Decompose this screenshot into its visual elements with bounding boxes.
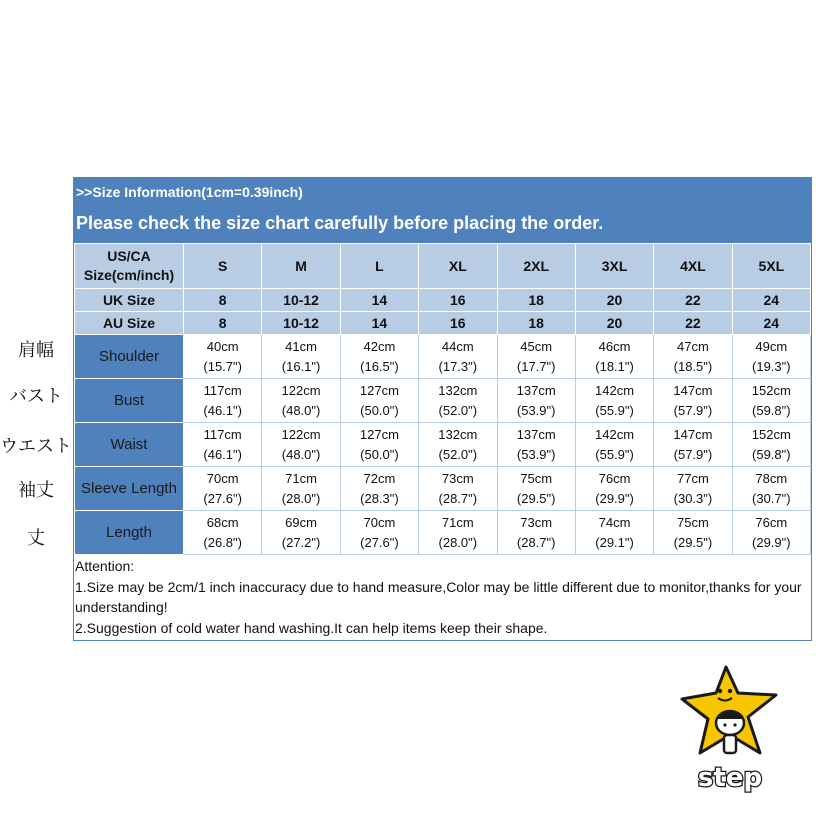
measurement-cell xyxy=(184,379,262,423)
measurement-cell xyxy=(497,423,575,467)
inch-value: (27.6") xyxy=(203,490,242,506)
measurement-label: Shoulder xyxy=(75,335,184,379)
measurement-cell xyxy=(262,423,340,467)
side-label-bust: バスト xyxy=(9,386,63,407)
inch-value: (27.2") xyxy=(281,534,321,550)
cm-value: 71cm xyxy=(285,470,317,486)
cm-value: 132cm xyxy=(438,382,478,398)
inch-value: (55.9") xyxy=(595,402,634,418)
side-label-sleeve-length: 袖丈 xyxy=(18,480,54,501)
us-size-cell-2: L xyxy=(340,244,418,289)
step-logo-text: step xyxy=(697,763,763,793)
au-size-cell-0: 8 xyxy=(184,312,262,335)
size-info-title: >>Size Information(1cm=0.39inch) xyxy=(76,184,303,200)
inch-value: (59.8") xyxy=(752,402,791,418)
inch-value: (29.5") xyxy=(516,490,556,506)
cm-value: 122cm xyxy=(281,426,321,442)
measurement-cell xyxy=(654,379,732,423)
cm-value: 78cm xyxy=(755,470,788,486)
au-size-cell-7: 24 xyxy=(732,312,810,335)
measurement-label: Length xyxy=(75,511,184,555)
cm-value: 137cm xyxy=(516,382,556,398)
cm-value: 40cm xyxy=(206,338,239,354)
measurement-cell xyxy=(497,335,575,379)
size-table xyxy=(74,243,811,555)
inch-value: (18.5") xyxy=(673,358,713,374)
us-size-label xyxy=(75,244,184,289)
step-star-logo xyxy=(680,665,780,795)
inch-value: (57.9") xyxy=(673,402,713,418)
us-size-cell-6: 4XL xyxy=(654,244,732,289)
cm-value: 42cm xyxy=(363,338,396,354)
measurement-cell xyxy=(262,467,340,511)
measurement-cell xyxy=(419,379,497,423)
au-size-cell-1: 10-12 xyxy=(262,312,340,335)
uk-size-cell-5: 20 xyxy=(575,289,653,312)
uk-size-cell-7: 24 xyxy=(732,289,810,312)
us-size-cell-7: 5XL xyxy=(732,244,810,289)
measurement-cell xyxy=(419,423,497,467)
us-size-cell-5: 3XL xyxy=(575,244,653,289)
cm-value: 137cm xyxy=(516,426,556,442)
measurement-cell xyxy=(262,379,340,423)
inch-value: (16.1") xyxy=(281,358,321,374)
uk-size-cell-2: 14 xyxy=(340,289,418,312)
measurement-cell xyxy=(654,423,732,467)
measurement-cell xyxy=(497,467,575,511)
inch-value: (16.5") xyxy=(360,358,399,374)
cm-value: 47cm xyxy=(677,338,709,354)
measurement-cell xyxy=(575,467,653,511)
cm-value: 117cm xyxy=(203,382,242,398)
measurement-cell xyxy=(654,511,732,555)
measurement-cell xyxy=(262,511,340,555)
cm-value: 70cm xyxy=(206,470,239,486)
cm-value: 147cm xyxy=(673,382,713,398)
measurement-label: Waist xyxy=(75,423,184,467)
measurement-cell xyxy=(732,511,810,555)
cm-value: 76cm xyxy=(598,470,631,486)
measurement-cell xyxy=(575,379,653,423)
measurement-cell xyxy=(732,423,810,467)
inch-value: (30.3") xyxy=(673,490,713,506)
inch-value: (57.9") xyxy=(673,446,713,462)
measurement-cell xyxy=(184,467,262,511)
cm-value: 147cm xyxy=(673,426,713,442)
au-size-row xyxy=(75,312,811,335)
cm-value: 71cm xyxy=(441,514,474,530)
measurement-cell xyxy=(184,335,262,379)
inch-value: (18.1") xyxy=(595,358,634,374)
cm-value: 127cm xyxy=(359,426,399,442)
cm-value: 49cm xyxy=(755,338,788,354)
side-label-waist: ウエスト xyxy=(0,436,72,457)
us-size-cell-4: 2XL xyxy=(497,244,575,289)
inch-value: (48.0") xyxy=(281,402,321,418)
star-eye-left xyxy=(718,689,722,693)
cm-value: 74cm xyxy=(598,514,631,530)
measurement-label: Bust xyxy=(75,379,184,423)
inch-value: (46.1") xyxy=(203,402,242,418)
inch-value: (15.7") xyxy=(203,358,242,374)
inch-value: (29.9") xyxy=(595,490,634,506)
inch-value: (28.0") xyxy=(281,490,321,506)
measurement-cell xyxy=(340,467,418,511)
character-eye-right xyxy=(733,723,736,726)
attention-title: Attention: xyxy=(75,558,135,574)
measurement-row xyxy=(75,379,811,423)
cm-value: 72cm xyxy=(363,470,396,486)
inch-value: (53.9") xyxy=(516,402,556,418)
us-size-row xyxy=(75,244,811,289)
measurement-row xyxy=(75,467,811,511)
cm-value: 76cm xyxy=(755,514,788,530)
us-size-cell-3: XL xyxy=(419,244,497,289)
cm-value: 77cm xyxy=(677,470,709,486)
uk-size-cell-1: 10-12 xyxy=(262,289,340,312)
cm-value: 152cm xyxy=(751,382,791,398)
measurement-cell xyxy=(497,511,575,555)
measurement-label: Sleeve Length xyxy=(75,467,184,511)
inch-value: (26.8") xyxy=(203,534,242,550)
inch-value: (29.1") xyxy=(595,534,634,550)
inch-value: (53.9") xyxy=(516,446,556,462)
measurement-cell xyxy=(419,335,497,379)
cm-value: 75cm xyxy=(520,470,553,486)
uk-size-cell-4: 18 xyxy=(497,289,575,312)
measurement-row xyxy=(75,423,811,467)
character-body xyxy=(724,735,736,753)
cm-value: 68cm xyxy=(206,514,239,530)
inch-value: (28.0") xyxy=(438,534,478,550)
side-label-shoulder: 肩幅 xyxy=(18,340,54,361)
cm-value: 117cm xyxy=(203,426,242,442)
cm-value: 46cm xyxy=(598,338,631,354)
uk-size-cell-0: 8 xyxy=(184,289,262,312)
uk-size-cell-3: 16 xyxy=(419,289,497,312)
cm-value: 132cm xyxy=(438,426,478,442)
chart-header xyxy=(74,178,811,243)
inch-value: (29.5") xyxy=(673,534,713,550)
measurement-cell xyxy=(419,467,497,511)
cm-value: 73cm xyxy=(441,470,474,486)
au-size-cell-5: 20 xyxy=(575,312,653,335)
inch-value: (50.0") xyxy=(360,446,399,462)
inch-value: (17.3") xyxy=(438,358,478,374)
inch-value: (50.0") xyxy=(360,402,399,418)
au-size-cell-6: 22 xyxy=(654,312,732,335)
cm-value: 142cm xyxy=(595,426,635,442)
measurement-cell xyxy=(654,467,732,511)
measurement-row xyxy=(75,511,811,555)
measurement-cell xyxy=(340,511,418,555)
cm-value: 142cm xyxy=(595,382,635,398)
measurement-cell xyxy=(732,467,810,511)
uk-size-row xyxy=(75,289,811,312)
us-label-line2: Size(cm/inch) xyxy=(83,267,175,283)
measurement-cell xyxy=(732,379,810,423)
attention-notes xyxy=(74,555,811,640)
cm-value: 73cm xyxy=(520,514,553,530)
attention-line-2: 2.Suggestion of cold water hand washing.It can help items keep their shape. xyxy=(75,619,548,636)
size-check-notice: Please check the size chart carefully before placing the order. xyxy=(76,213,604,233)
inch-value: (48.0") xyxy=(281,446,321,462)
measurement-cell xyxy=(575,511,653,555)
size-chart xyxy=(73,177,812,641)
inch-value: (30.7") xyxy=(752,490,791,506)
inch-value: (28.3") xyxy=(360,490,399,506)
cm-value: 70cm xyxy=(363,514,396,530)
inch-value: (59.8") xyxy=(752,446,791,462)
inch-value: (28.7") xyxy=(438,490,478,506)
measurement-cell xyxy=(262,335,340,379)
cm-value: 45cm xyxy=(520,338,553,354)
inch-value: (46.1") xyxy=(203,446,242,462)
star-eye-right xyxy=(728,689,732,693)
measurement-cell xyxy=(419,511,497,555)
au-size-cell-3: 16 xyxy=(419,312,497,335)
au-size-label: AU Size xyxy=(75,312,184,335)
cm-value: 127cm xyxy=(359,382,399,398)
character-eye-left xyxy=(723,723,726,726)
cm-value: 69cm xyxy=(285,514,317,530)
measurement-cell xyxy=(184,511,262,555)
side-label-length: 丈 xyxy=(27,528,45,549)
attention-line-1: 1.Size may be 2cm/1 inch inaccuracy due to hand measure,Color may be little different due to monitor,thanks for your understanding! xyxy=(75,578,802,615)
uk-size-cell-6: 22 xyxy=(654,289,732,312)
inch-value: (29.9") xyxy=(752,534,791,550)
us-label-line1: US/CA xyxy=(107,248,151,264)
measurement-cell xyxy=(340,335,418,379)
measurement-cell xyxy=(654,335,732,379)
measurement-row xyxy=(75,335,811,379)
inch-value: (52.0") xyxy=(438,446,478,462)
inch-value: (55.9") xyxy=(595,446,634,462)
inch-value: (28.7") xyxy=(516,534,556,550)
cm-value: 122cm xyxy=(281,382,321,398)
cm-value: 44cm xyxy=(441,338,474,354)
au-size-cell-2: 14 xyxy=(340,312,418,335)
cm-value: 75cm xyxy=(677,514,709,530)
measurement-cell xyxy=(732,335,810,379)
au-size-cell-4: 18 xyxy=(497,312,575,335)
measurement-cell xyxy=(340,423,418,467)
measurement-cell xyxy=(184,423,262,467)
inch-value: (19.3") xyxy=(752,358,791,374)
inch-value: (27.6") xyxy=(360,534,399,550)
us-size-cell-1: M xyxy=(262,244,340,289)
us-size-cell-0: S xyxy=(184,244,262,289)
measurement-cell xyxy=(340,379,418,423)
measurement-cell xyxy=(497,379,575,423)
uk-size-label: UK Size xyxy=(75,289,184,312)
cm-value: 41cm xyxy=(285,338,317,354)
inch-value: (17.7") xyxy=(516,358,556,374)
cm-value: 152cm xyxy=(751,426,791,442)
inch-value: (52.0") xyxy=(438,402,478,418)
measurement-cell xyxy=(575,423,653,467)
measurement-cell xyxy=(575,335,653,379)
